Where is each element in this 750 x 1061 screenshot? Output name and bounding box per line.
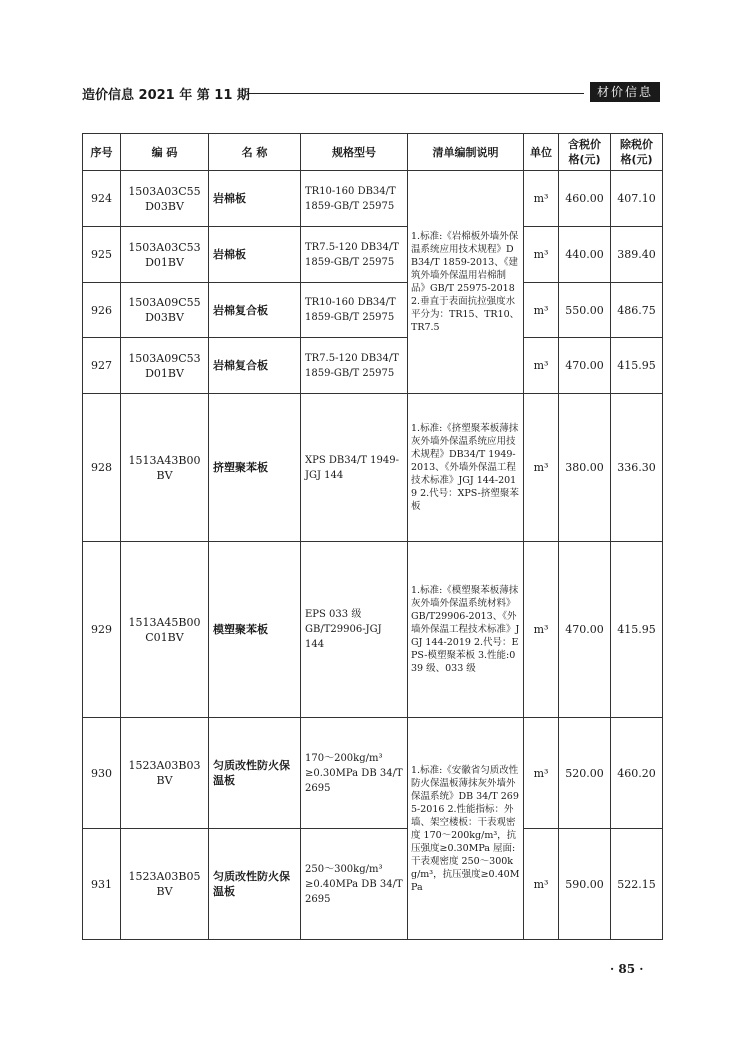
row-spec: 250～300kg/m³ ≥0.40MPa DB 34/T 2695 bbox=[301, 829, 408, 940]
row-spec: TR10-160 DB34/T 1859-GB/T 25975 bbox=[301, 283, 408, 338]
col-name: 名 称 bbox=[209, 134, 301, 171]
row-spec: TR10-160 DB34/T 1859-GB/T 25975 bbox=[301, 171, 408, 227]
row-price-tax: 380.00 bbox=[559, 394, 611, 542]
row-code: 1513A43B00 BV bbox=[121, 394, 209, 542]
col-unit: 单位 bbox=[524, 134, 559, 171]
row-code: 1523A03B03 BV bbox=[121, 718, 209, 829]
row-desc: 1.标准:《挤塑聚苯板薄抹灰外墙外保温系统应用技术规程》DB34/T 1949-2013、《外墙外保温工程技术标准》JGJ 144-2019 2.代号：XPS-挤塑聚苯板 bbox=[408, 394, 524, 542]
col-price-tax: 含税价格(元) bbox=[559, 134, 611, 171]
row-price-notax: 389.40 bbox=[611, 227, 663, 283]
row-price-tax: 470.00 bbox=[559, 542, 611, 718]
table-row bbox=[83, 718, 663, 829]
row-seq: 928 bbox=[83, 394, 121, 542]
row-name: 岩棉板 bbox=[209, 171, 301, 227]
material-price-table bbox=[82, 133, 663, 940]
col-code: 编 码 bbox=[121, 134, 209, 171]
col-price-notax: 除税价格(元) bbox=[611, 134, 663, 171]
row-desc: 1.标准:《模塑聚苯板薄抹灰外墙外保温系统材料》GB/T29906-2013、《外墙外保温工程技术标准》JGJ 144-2019 2.代号：EPS-模塑聚苯板 3.性能:039 级、033 级 bbox=[408, 542, 524, 718]
header-rule bbox=[247, 93, 584, 94]
row-name: 岩棉复合板 bbox=[209, 283, 301, 338]
row-spec: EPS 033 级 GB/T29906-JGJ 144 bbox=[301, 542, 408, 718]
col-spec: 规格型号 bbox=[301, 134, 408, 171]
row-seq: 931 bbox=[83, 829, 121, 940]
row-name: 岩棉复合板 bbox=[209, 338, 301, 394]
row-price-notax: 336.30 bbox=[611, 394, 663, 542]
page-header bbox=[82, 82, 660, 104]
table-row bbox=[83, 542, 663, 718]
table-row bbox=[83, 394, 663, 542]
row-unit: m³ bbox=[524, 283, 559, 338]
row-price-notax: 415.95 bbox=[611, 542, 663, 718]
row-name: 模塑聚苯板 bbox=[209, 542, 301, 718]
row-spec: 170～200kg/m³ ≥0.30MPa DB 34/T 2695 bbox=[301, 718, 408, 829]
row-price-tax: 520.00 bbox=[559, 718, 611, 829]
row-unit: m³ bbox=[524, 829, 559, 940]
table-row bbox=[83, 338, 663, 394]
table-row bbox=[83, 829, 663, 940]
row-code: 1523A03B05 BV bbox=[121, 829, 209, 940]
row-unit: m³ bbox=[524, 227, 559, 283]
row-spec: TR7.5-120 DB34/T 1859-GB/T 25975 bbox=[301, 338, 408, 394]
table-row bbox=[83, 171, 663, 227]
table-row bbox=[83, 283, 663, 338]
row-name: 匀质改性防火保温板 bbox=[209, 829, 301, 940]
col-seq: 序号 bbox=[83, 134, 121, 171]
row-seq: 929 bbox=[83, 542, 121, 718]
col-desc: 清单编制说明 bbox=[408, 134, 524, 171]
row-price-tax: 590.00 bbox=[559, 829, 611, 940]
row-seq: 924 bbox=[83, 171, 121, 227]
row-code: 1503A03C55 D03BV bbox=[121, 171, 209, 227]
row-price-tax: 460.00 bbox=[559, 171, 611, 227]
journal-title: 造价信息 2021 年 第 11 期 bbox=[82, 88, 250, 103]
row-unit: m³ bbox=[524, 718, 559, 829]
row-unit: m³ bbox=[524, 338, 559, 394]
row-code: 1513A45B00 C01BV bbox=[121, 542, 209, 718]
row-name: 岩棉板 bbox=[209, 227, 301, 283]
row-unit: m³ bbox=[524, 394, 559, 542]
header-row bbox=[83, 134, 663, 171]
row-price-notax: 415.95 bbox=[611, 338, 663, 394]
row-name: 挤塑聚苯板 bbox=[209, 394, 301, 542]
row-price-tax: 440.00 bbox=[559, 227, 611, 283]
row-unit: m³ bbox=[524, 171, 559, 227]
row-spec: XPS DB34/T 1949-JGJ 144 bbox=[301, 394, 408, 542]
section-tag: 材价信息 bbox=[590, 82, 660, 102]
row-name: 匀质改性防火保温板 bbox=[209, 718, 301, 829]
row-price-notax: 486.75 bbox=[611, 283, 663, 338]
row-price-notax: 460.20 bbox=[611, 718, 663, 829]
row-code: 1503A09C55 D03BV bbox=[121, 283, 209, 338]
row-price-tax: 470.00 bbox=[559, 338, 611, 394]
row-price-notax: 522.15 bbox=[611, 829, 663, 940]
row-spec: TR7.5-120 DB34/T 1859-GB/T 25975 bbox=[301, 227, 408, 283]
row-code: 1503A03C53 D01BV bbox=[121, 227, 209, 283]
row-price-notax: 407.10 bbox=[611, 171, 663, 227]
row-desc: 1.标准:《岩棉板外墙外保温系统应用技术规程》DB34/T 1859-2013、《建筑外墙外保温用岩棉制品》GB/T 25975-2018 2.垂直于表面抗拉强度水平分为：TR15、TR10、TR7.5 bbox=[408, 171, 524, 394]
row-unit: m³ bbox=[524, 542, 559, 718]
row-seq: 926 bbox=[83, 283, 121, 338]
row-price-tax: 550.00 bbox=[559, 283, 611, 338]
table-row bbox=[83, 227, 663, 283]
row-seq: 930 bbox=[83, 718, 121, 829]
row-desc: 1.标准:《安徽省匀质改性防火保温板薄抹灰外墙外保温系统》DB 34/T 2695-2016 2.性能指标：外墙、架空楼板：干表观密度 170～200kg/m³，抗压强度≥0.30MPa 屋面:干表观密度 250～300kg/m³，抗压强度≥0.40MPa bbox=[408, 718, 524, 940]
row-seq: 927 bbox=[83, 338, 121, 394]
row-seq: 925 bbox=[83, 227, 121, 283]
row-code: 1503A09C53 D01BV bbox=[121, 338, 209, 394]
page-number: · 85 · bbox=[610, 962, 644, 976]
